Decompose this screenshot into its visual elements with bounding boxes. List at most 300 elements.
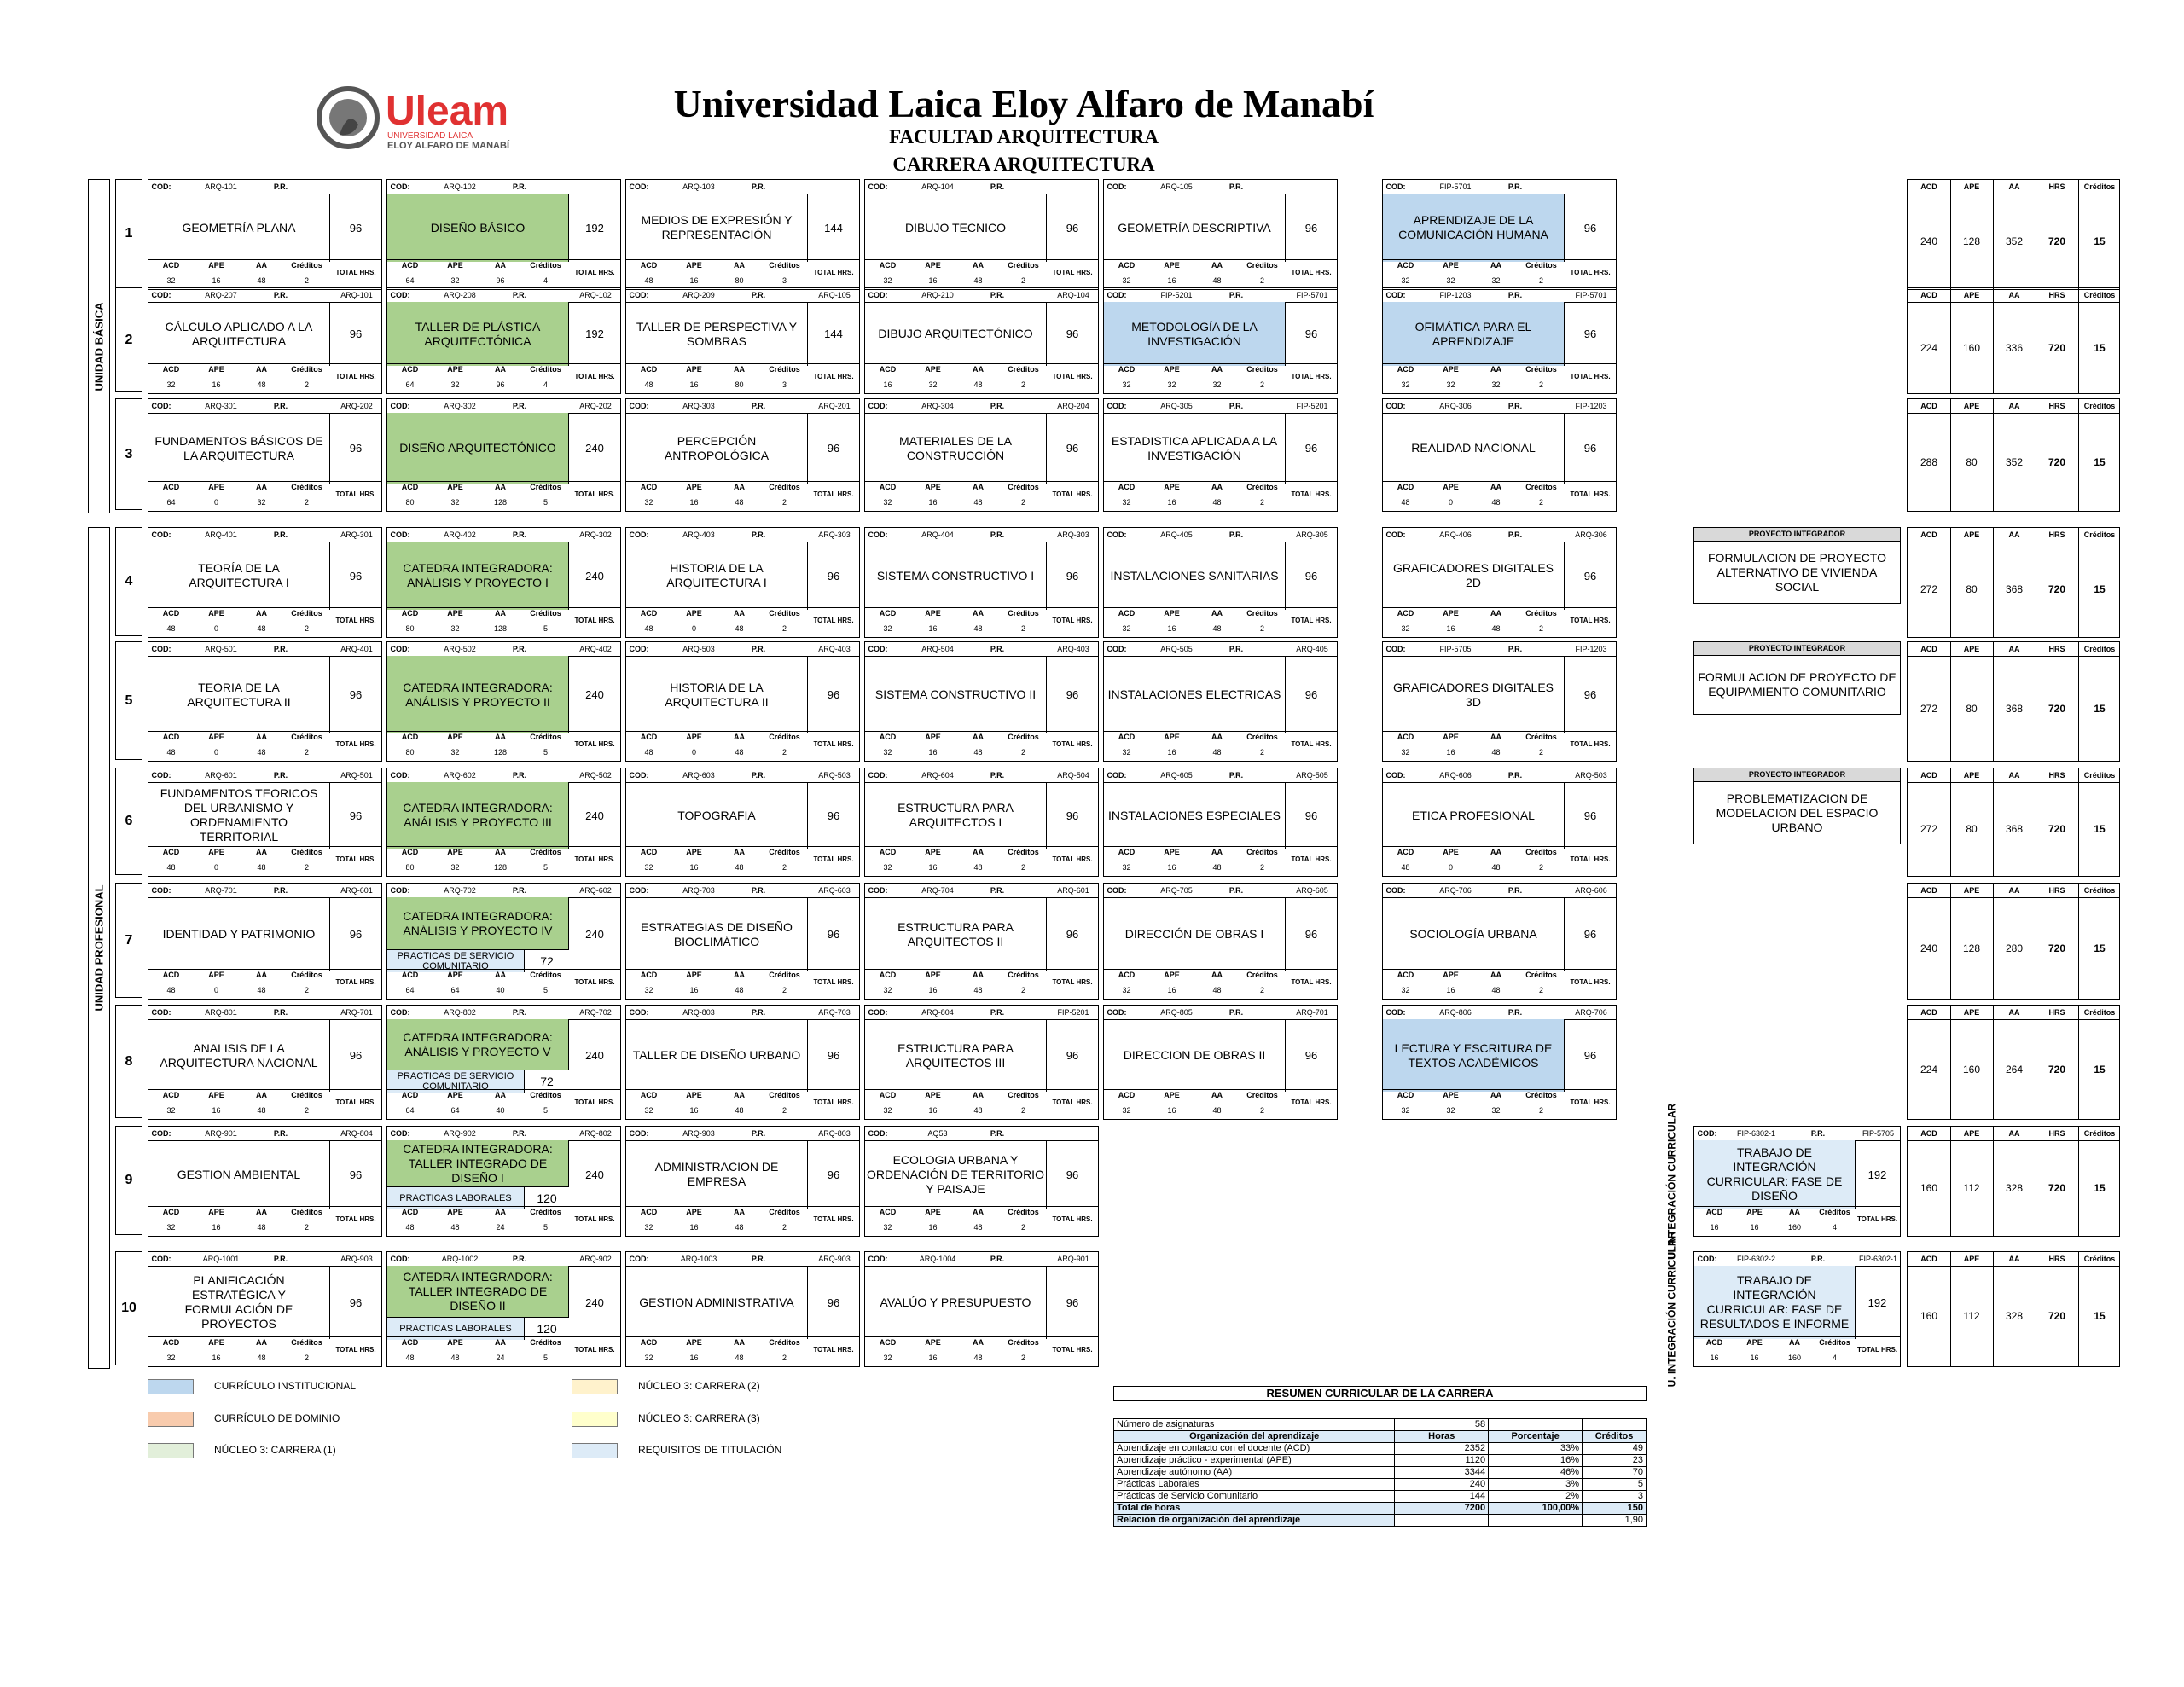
- course-footer: [1104, 969, 1337, 999]
- summary-value: 15: [2094, 455, 2106, 468]
- hours-value: 16: [928, 498, 938, 507]
- course-name: TEORÍA DE LA ARQUITECTURA I: [148, 542, 330, 610]
- summary-label: ACD: [1920, 645, 1937, 653]
- integ-footer: [1694, 1336, 1900, 1366]
- hours-value: 48: [1491, 624, 1501, 633]
- summary-values: [1908, 1140, 2119, 1236]
- hours-label: APE: [1164, 848, 1180, 856]
- course-code: ARQ-405: [1160, 530, 1193, 539]
- hours-label: ACD: [162, 609, 180, 617]
- course-code: ARQ-301: [205, 402, 237, 410]
- course-name: HISTORIA DE LA ARQUITECTURA I: [626, 542, 808, 610]
- level-number: 9: [115, 1126, 142, 1235]
- course-total-hours: 96: [1583, 809, 1597, 822]
- course-footer: [1383, 846, 1616, 876]
- course-total-hours: 96: [1583, 442, 1597, 455]
- course-card: [864, 1251, 1099, 1367]
- course-card: [864, 768, 1099, 877]
- pr-label: P.R.: [512, 402, 527, 410]
- hours-value: 32: [644, 863, 653, 872]
- summary-divider: [1950, 1006, 1951, 1119]
- summary-label: Créditos: [2083, 1008, 2116, 1017]
- hours-value: 0: [213, 498, 218, 507]
- resumen-row: [1114, 1455, 1647, 1467]
- course-header: [387, 1127, 620, 1141]
- prerequisite: ARQ-503: [818, 771, 851, 780]
- hours-value: 32: [883, 863, 892, 872]
- logo-brand: Uleam: [386, 89, 509, 134]
- course-code: ARQ-1001: [202, 1255, 240, 1263]
- hours-label: APE: [208, 1338, 224, 1347]
- hours-value: 16: [1167, 624, 1176, 633]
- hours-label: AA: [256, 733, 267, 741]
- pr-label: P.R.: [751, 886, 766, 895]
- course-total-hours: 96: [1304, 1049, 1318, 1062]
- course-footer: [1104, 481, 1337, 511]
- summary-value: 352: [2005, 235, 2024, 247]
- course-code: ARQ-207: [205, 291, 237, 299]
- summary-divider: [1950, 528, 1951, 637]
- cod-label: COD:: [868, 530, 888, 539]
- hours-label: AA: [973, 1208, 984, 1216]
- course-name: CATEDRA INTEGRADORA: ANÁLISIS Y PROYECTO IV: [387, 897, 569, 949]
- level-number: 6: [115, 768, 142, 875]
- pr-label: P.R.: [273, 1255, 288, 1263]
- course-header: [148, 399, 381, 414]
- course-card: [386, 527, 621, 638]
- hours-label: APE: [208, 733, 224, 741]
- hours-label: Créditos: [291, 1091, 322, 1099]
- hours-value: 32: [1401, 1106, 1410, 1115]
- summary-label: HRS: [2048, 1129, 2065, 1138]
- prerequisite: ARQ-201: [818, 402, 851, 410]
- summary-label: ACD: [1920, 1255, 1937, 1263]
- course-card: [625, 883, 860, 1000]
- course-header: [1104, 768, 1337, 783]
- cod-label: COD:: [151, 771, 171, 780]
- course-name: GRAFICADORES DIGITALES 2D: [1383, 542, 1565, 610]
- cod-label: COD:: [629, 771, 649, 780]
- hours-label: APE: [925, 1338, 941, 1347]
- project-integrator: [1693, 527, 1901, 604]
- hours-value: 0: [213, 863, 218, 872]
- hours-label: ACD: [1118, 483, 1136, 491]
- hours-value: 2: [304, 276, 309, 285]
- course-total-hours: 96: [1304, 442, 1318, 455]
- course-card: [864, 883, 1099, 1000]
- course-card: [864, 1126, 1099, 1237]
- course-card: [1103, 179, 1338, 290]
- course-header: [865, 1127, 1098, 1141]
- course-name: CÁLCULO APLICADO A LA ARQUITECTURA: [148, 302, 330, 366]
- resumen-cell: [1395, 1515, 1489, 1527]
- pr-label: P.R.: [751, 1129, 766, 1138]
- course-total-hours: 96: [1304, 809, 1318, 822]
- summary-value: 128: [1962, 942, 1981, 954]
- hours-value: 48: [257, 986, 266, 994]
- logo-line1: UNIVERSIDAD LAICA: [387, 131, 473, 141]
- hours-label: AA: [256, 1208, 267, 1216]
- hours-value: 32: [450, 748, 460, 757]
- hours-label: ACD: [1118, 971, 1136, 979]
- resumen-cell: 240: [1395, 1479, 1489, 1491]
- hours-label: APE: [447, 733, 463, 741]
- course-code: ARQ-208: [444, 291, 476, 299]
- hours-label: Créditos: [1246, 609, 1278, 617]
- legend-swatch: [148, 1379, 194, 1394]
- total-hrs-label: TOTAL HRS.: [1570, 740, 1611, 748]
- pr-label: P.R.: [990, 291, 1005, 299]
- total-hrs-label: TOTAL HRS.: [574, 617, 615, 624]
- course-total-hours: 96: [349, 328, 363, 340]
- hours-label: Créditos: [530, 1208, 561, 1216]
- hours-label: AA: [256, 483, 267, 491]
- hours-value: 16: [883, 380, 892, 389]
- summary-value: 160: [1962, 1063, 1981, 1075]
- resumen-cell: Relación de organización del aprendizaje: [1114, 1515, 1395, 1527]
- hours-label: AA: [256, 1338, 267, 1347]
- course-code: ARQ-704: [921, 886, 954, 895]
- hours-label: APE: [686, 848, 702, 856]
- course-card: [386, 287, 621, 394]
- course-code: ARQ-304: [921, 402, 954, 410]
- course-name: FUNDAMENTOS BÁSICOS DE LA ARQUITECTURA: [148, 413, 330, 484]
- hours-label: Créditos: [769, 733, 800, 741]
- total-hrs-label: TOTAL HRS.: [813, 978, 854, 986]
- hours-value: 16: [928, 276, 938, 285]
- hours-value: 48: [257, 1106, 266, 1115]
- course-card: [386, 1005, 621, 1120]
- prerequisite: FIP-5701: [1296, 291, 1328, 299]
- hours-label: AA: [973, 1091, 984, 1099]
- hours-label: ACD: [401, 365, 419, 374]
- total-hrs-label: TOTAL HRS.: [574, 978, 615, 986]
- course-name: MATERIALES DE LA CONSTRUCCIÓN: [865, 413, 1047, 484]
- prerequisite: ARQ-803: [818, 1129, 851, 1138]
- summary-value: 720: [2048, 1182, 2066, 1194]
- resumen-cell: 46%: [1489, 1467, 1583, 1479]
- course-name: CATEDRA INTEGRADORA: ANÁLISIS Y PROYECTO III: [387, 782, 569, 849]
- university-title: Universidad Laica Eloy Alfaro de Manabí: [673, 82, 1374, 125]
- hours-label: ACD: [401, 261, 419, 270]
- resumen-cell: 23: [1583, 1455, 1647, 1467]
- summary-value: 328: [2005, 1310, 2024, 1322]
- course-card: [386, 768, 621, 877]
- hours-value: 2: [1020, 1223, 1025, 1232]
- hours-label: Créditos: [769, 1208, 800, 1216]
- course-name: AVALÚO Y PRESUPUESTO: [865, 1266, 1047, 1339]
- summary-values: [1908, 1266, 2119, 1366]
- summary-label: AA: [2008, 530, 2020, 539]
- pr-label: P.R.: [1810, 1129, 1826, 1138]
- course-header: [1383, 528, 1616, 542]
- hours-label: AA: [1211, 261, 1223, 270]
- course-card: [386, 641, 621, 762]
- cod-label: COD:: [390, 402, 410, 410]
- hours-value: 16: [928, 986, 938, 994]
- resumen-cell: 7200: [1395, 1503, 1489, 1515]
- career-title: CARRERA ARQUITECTURA: [892, 154, 1155, 175]
- resumen-cell: Horas: [1395, 1431, 1489, 1443]
- course-card: [625, 641, 860, 762]
- hours-value: 0: [1448, 863, 1453, 872]
- total-hrs-label: TOTAL HRS.: [1052, 1346, 1093, 1354]
- hours-value: 2: [781, 1354, 787, 1362]
- cod-label: COD:: [1107, 886, 1127, 895]
- pr-label: P.R.: [990, 1129, 1005, 1138]
- summary-divider: [2078, 884, 2079, 999]
- resumen-row: [1114, 1467, 1647, 1479]
- hours-label: Créditos: [769, 365, 800, 374]
- hours-label: AA: [973, 261, 984, 270]
- summary-values: [1908, 302, 2119, 393]
- course-header: [865, 768, 1098, 783]
- hours-label: APE: [208, 261, 224, 270]
- summary-value: 352: [2005, 455, 2024, 468]
- hours-label: APE: [1746, 1338, 1763, 1347]
- cod-label: COD:: [629, 183, 649, 191]
- summary-label: HRS: [2048, 530, 2065, 539]
- hours-value: 5: [543, 1106, 548, 1115]
- resumen-cell: 144: [1395, 1491, 1489, 1503]
- hours-label: AA: [973, 733, 984, 741]
- pr-label: P.R.: [751, 183, 766, 191]
- hours-value: 2: [304, 1106, 309, 1115]
- hours-label: ACD: [1705, 1338, 1723, 1347]
- course-footer: [387, 1089, 620, 1119]
- resumen-cell: Número de asignaturas: [1114, 1419, 1395, 1431]
- summary-divider: [2078, 399, 2079, 511]
- course-name: TALLER DE PLÁSTICA ARQUITECTÓNICA: [387, 302, 569, 366]
- summary-values: [1908, 782, 2119, 876]
- course-name: DISEÑO ARQUITECTÓNICO: [387, 413, 569, 484]
- hours-value: 128: [493, 624, 508, 633]
- hours-value: 2: [304, 748, 309, 757]
- hours-label: Créditos: [1246, 261, 1278, 270]
- total-hrs-label: TOTAL HRS.: [1052, 855, 1093, 863]
- hours-value: 32: [1167, 380, 1176, 389]
- hours-label: ACD: [1397, 609, 1414, 617]
- hours-label: ACD: [879, 261, 897, 270]
- course-header: [626, 1006, 859, 1020]
- course-header: [148, 1252, 381, 1267]
- hours-value: 2: [1020, 498, 1025, 507]
- course-code: ARQ-103: [682, 183, 715, 191]
- hours-label: AA: [1211, 971, 1223, 979]
- course-code: ARQ-902: [444, 1129, 476, 1138]
- prerequisite: ARQ-302: [579, 530, 612, 539]
- total-hrs-label: TOTAL HRS.: [574, 740, 615, 748]
- course-code: ARQ-903: [682, 1129, 715, 1138]
- hours-label: Créditos: [769, 483, 800, 491]
- course-card: [386, 1251, 621, 1367]
- total-hrs-label: TOTAL HRS.: [574, 1099, 615, 1106]
- course-name: INSTALACIONES ELECTRICAS: [1104, 656, 1286, 733]
- resumen-cell: Organización del aprendizaje: [1114, 1431, 1395, 1443]
- hours-value: 16: [1167, 986, 1176, 994]
- level-summary: [1907, 1126, 2120, 1237]
- course-header: [626, 288, 859, 303]
- prerequisite: FIP-1203: [1575, 645, 1607, 653]
- prerequisite: ARQ-701: [340, 1008, 373, 1017]
- course-code: ARQ-503: [682, 645, 715, 653]
- hours-value: 32: [450, 624, 460, 633]
- course-card: [148, 1251, 382, 1367]
- hours-value: 32: [450, 498, 460, 507]
- pr-label: P.R.: [273, 645, 288, 653]
- hours-label: APE: [925, 1091, 941, 1099]
- cod-label: COD:: [1385, 530, 1406, 539]
- summary-label: APE: [1963, 771, 1980, 780]
- course-footer: [148, 846, 381, 876]
- course-total-hours: 96: [1066, 1296, 1079, 1309]
- summary-value: 15: [2094, 235, 2106, 247]
- cod-label: COD:: [390, 183, 410, 191]
- hours-label: AA: [495, 848, 506, 856]
- resumen-cell: [1489, 1515, 1583, 1527]
- unit-integration-10: U. INTEGRACIÓN CURRICULAR: [1665, 1231, 1678, 1388]
- course-name: TALLER DE PERSPECTIVA Y SOMBRAS: [626, 302, 808, 366]
- course-total-hours: 96: [827, 1296, 840, 1309]
- course-footer: [1104, 607, 1337, 637]
- hours-label: ACD: [1397, 848, 1414, 856]
- summary-value: 112: [1963, 1182, 1980, 1194]
- hours-value: 5: [543, 748, 548, 757]
- course-card: [1382, 179, 1617, 290]
- hours-value: 2: [1020, 1106, 1025, 1115]
- course-card: [1103, 1005, 1338, 1120]
- pr-label: P.R.: [1507, 183, 1523, 191]
- hours-label: AA: [734, 609, 745, 617]
- course-total-hours: 96: [349, 1296, 363, 1309]
- cod-label: COD:: [868, 183, 888, 191]
- course-header: [865, 180, 1098, 194]
- summary-label: APE: [1963, 886, 1980, 895]
- total-hrs-label: TOTAL HRS.: [335, 1215, 376, 1223]
- hours-label: AA: [973, 483, 984, 491]
- summary-value: 160: [1920, 1182, 1938, 1194]
- course-header: [865, 528, 1098, 542]
- pr-label: P.R.: [1228, 886, 1244, 895]
- hours-value: 80: [405, 498, 415, 507]
- course-name: ESTRUCTURA PARA ARQUITECTOS I: [865, 782, 1047, 849]
- hours-label: AA: [1211, 609, 1223, 617]
- course-footer: [387, 607, 620, 637]
- hours-label: Créditos: [1008, 1338, 1039, 1347]
- hours-value: 32: [883, 498, 892, 507]
- hours-label: AA: [734, 733, 745, 741]
- course-name: PERCEPCIÓN ANTROPOLÓGICA: [626, 413, 808, 484]
- hours-value: 32: [166, 276, 176, 285]
- course-card: [1382, 768, 1617, 877]
- course-card: [625, 1005, 860, 1120]
- resumen-cell: Aprendizaje práctico - experimental (APE): [1114, 1455, 1395, 1467]
- hours-label: Créditos: [291, 1208, 322, 1216]
- total-hrs-label: TOTAL HRS.: [813, 373, 854, 380]
- hours-value: 48: [973, 498, 983, 507]
- hours-label: APE: [1746, 1208, 1763, 1216]
- course-name: CATEDRA INTEGRADORA: ANÁLISIS Y PROYECTO II: [387, 656, 569, 733]
- total-hrs-label: TOTAL HRS.: [335, 740, 376, 748]
- hours-value: 32: [1122, 380, 1131, 389]
- resumen-row: [1114, 1419, 1647, 1431]
- legend-label: NÚCLEO 3: CARRERA (1): [214, 1444, 336, 1456]
- course-card: [1103, 287, 1338, 394]
- resumen-cell: 100,00%: [1489, 1503, 1583, 1515]
- course-header: [865, 884, 1098, 898]
- cod-label: COD:: [151, 183, 171, 191]
- hours-value: 5: [543, 1223, 548, 1232]
- prerequisite: ARQ-301: [340, 530, 373, 539]
- hours-label: Créditos: [769, 971, 800, 979]
- hours-value: 16: [689, 1354, 699, 1362]
- course-card: [1382, 287, 1617, 394]
- hours-value: 2: [304, 986, 309, 994]
- summary-label: HRS: [2048, 1255, 2065, 1263]
- summary-divider: [1950, 288, 1951, 393]
- hours-value: 2: [1538, 986, 1543, 994]
- hours-value: 128: [493, 498, 508, 507]
- course-header: [1383, 642, 1616, 657]
- hours-label: AA: [256, 971, 267, 979]
- hours-label: ACD: [162, 971, 180, 979]
- summary-divider: [2078, 528, 2079, 637]
- summary-label: Créditos: [2083, 291, 2116, 299]
- hours-value: 48: [735, 986, 744, 994]
- hours-value: 16: [1750, 1354, 1759, 1362]
- course-header: [1104, 399, 1337, 414]
- hours-value: 32: [1401, 748, 1410, 757]
- hours-value: 32: [644, 1106, 653, 1115]
- hours-label: AA: [256, 1091, 267, 1099]
- course-header: [387, 1006, 620, 1020]
- course-footer: [387, 731, 620, 761]
- hours-value: 32: [1401, 986, 1410, 994]
- hours-label: Créditos: [1008, 365, 1039, 374]
- hours-label: Créditos: [1246, 971, 1278, 979]
- summary-values: [1908, 656, 2119, 761]
- course-total-hours: 96: [1066, 1049, 1079, 1062]
- total-hrs-label: TOTAL HRS.: [813, 1346, 854, 1354]
- course-footer: [626, 1089, 859, 1119]
- prerequisite: ARQ-403: [1057, 645, 1089, 653]
- integ-code: FIP-6302-2: [1736, 1255, 1776, 1263]
- course-header: [148, 1006, 381, 1020]
- cod-label: COD:: [1385, 291, 1406, 299]
- summary-value: 15: [2094, 583, 2106, 595]
- hours-label: ACD: [640, 1091, 658, 1099]
- cod-label: COD:: [868, 291, 888, 299]
- hours-value: 48: [973, 1106, 983, 1115]
- hours-label: ACD: [162, 733, 180, 741]
- course-total-hours: 240: [585, 688, 604, 701]
- course-code: ARQ-104: [921, 183, 954, 191]
- prerequisite: ARQ-104: [1057, 291, 1089, 299]
- course-code: ARQ-102: [444, 183, 476, 191]
- summary-value: 160: [1920, 1310, 1938, 1322]
- course-total-hours: 96: [827, 1049, 840, 1062]
- course-code: ARQ-401: [205, 530, 237, 539]
- course-total-hours: 240: [585, 809, 604, 822]
- hours-label: ACD: [162, 1338, 180, 1347]
- hours-label: Créditos: [291, 261, 322, 270]
- hours-value: 16: [1710, 1223, 1719, 1232]
- resumen-cell: 16%: [1489, 1455, 1583, 1467]
- resumen-cell: 1,90: [1583, 1515, 1647, 1527]
- hours-label: Créditos: [1008, 1091, 1039, 1099]
- hours-value: 24: [496, 1223, 505, 1232]
- pr-label: P.R.: [990, 1008, 1005, 1017]
